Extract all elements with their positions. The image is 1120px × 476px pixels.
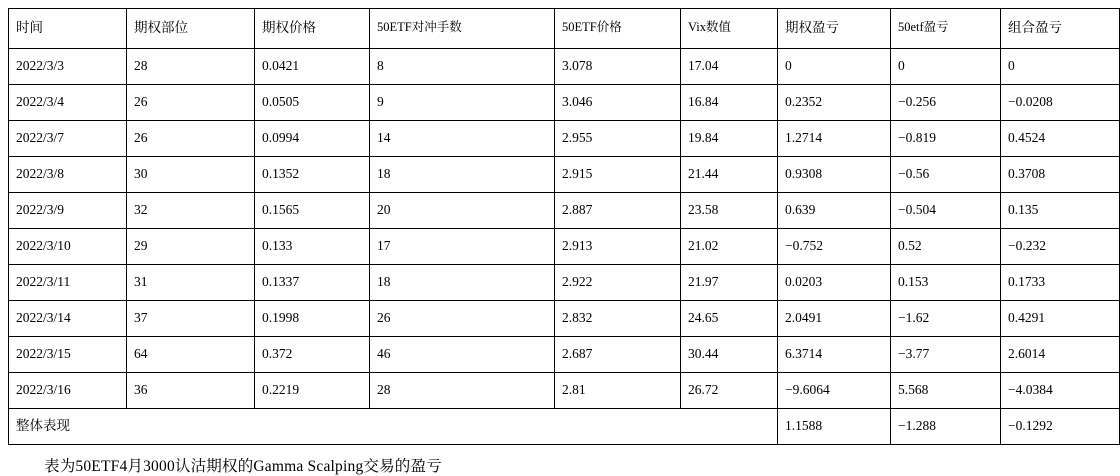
column-header-etf-pnl: 50etf盈亏: [891, 9, 1001, 49]
cell-etf-hedge-lots: 26: [370, 301, 555, 337]
column-header-time: 时间: [9, 9, 127, 49]
cell-option-price: 0.2219: [255, 373, 370, 409]
column-header-option-pnl: 期权盈亏: [778, 9, 891, 49]
cell-option-position: 37: [127, 301, 255, 337]
cell-option-position: 30: [127, 157, 255, 193]
cell-option-price: 0.1337: [255, 265, 370, 301]
cell-option-position: 26: [127, 85, 255, 121]
cell-etf-hedge-lots: 8: [370, 49, 555, 85]
cell-option-position: 32: [127, 193, 255, 229]
gamma-scalping-table: [8, 8, 1120, 445]
cell-option-position: 29: [127, 229, 255, 265]
cell-total-combo-pnl: −0.1292: [1001, 409, 1120, 445]
cell-option-pnl: 0.2352: [778, 85, 891, 121]
table-caption: 表为50ETF4月3000认沽期权的Gamma Scalping交易的盈亏: [44, 458, 442, 475]
cell-etf-price: 2.913: [555, 229, 681, 265]
table-header-row: [9, 9, 1120, 49]
cell-etf-hedge-lots: 17: [370, 229, 555, 265]
cell-option-position: 31: [127, 265, 255, 301]
cell-total-option-pnl: 1.1588: [778, 409, 891, 445]
cell-etf-hedge-lots: 20: [370, 193, 555, 229]
cell-etf-hedge-lots: 9: [370, 85, 555, 121]
column-header-combo-pnl: 组合盈亏: [1001, 9, 1120, 49]
table-total-row: [9, 409, 1120, 445]
cell-option-price: 0.1565: [255, 193, 370, 229]
cell-option-price: 0.1352: [255, 157, 370, 193]
cell-option-pnl: 0.639: [778, 193, 891, 229]
cell-vix: 23.58: [681, 193, 778, 229]
cell-etf-pnl: 0.52: [891, 229, 1001, 265]
cell-etf-hedge-lots: 46: [370, 337, 555, 373]
cell-option-pnl: 2.0491: [778, 301, 891, 337]
cell-option-price: 0.1998: [255, 301, 370, 337]
cell-date: 2022/3/9: [9, 193, 127, 229]
cell-etf-price: 2.922: [555, 265, 681, 301]
cell-vix: 19.84: [681, 121, 778, 157]
cell-option-price: 0.0421: [255, 49, 370, 85]
cell-etf-hedge-lots: 18: [370, 265, 555, 301]
cell-etf-pnl: 0: [891, 49, 1001, 85]
table-row: [9, 193, 1120, 229]
cell-etf-pnl: 5.568: [891, 373, 1001, 409]
cell-option-position: 26: [127, 121, 255, 157]
cell-vix: 16.84: [681, 85, 778, 121]
cell-etf-price: 2.832: [555, 301, 681, 337]
cell-date: 2022/3/7: [9, 121, 127, 157]
cell-option-position: 28: [127, 49, 255, 85]
cell-combo-pnl: −4.0384: [1001, 373, 1120, 409]
cell-combo-pnl: 0.4291: [1001, 301, 1120, 337]
cell-date: 2022/3/15: [9, 337, 127, 373]
column-header-option-position: 期权部位: [127, 9, 255, 49]
cell-date: 2022/3/14: [9, 301, 127, 337]
column-header-etf-hedge-lots: 50ETF对冲手数: [370, 9, 555, 49]
cell-etf-hedge-lots: 18: [370, 157, 555, 193]
cell-combo-pnl: −0.232: [1001, 229, 1120, 265]
cell-combo-pnl: 0.135: [1001, 193, 1120, 229]
column-header-etf-price: 50ETF价格: [555, 9, 681, 49]
cell-option-price: 0.372: [255, 337, 370, 373]
cell-etf-price: 2.687: [555, 337, 681, 373]
cell-date: 2022/3/10: [9, 229, 127, 265]
table-row: [9, 121, 1120, 157]
column-header-option-price: 期权价格: [255, 9, 370, 49]
column-header-vix: Vix数值: [681, 9, 778, 49]
cell-total-etf-pnl: −1.288: [891, 409, 1001, 445]
cell-date: 2022/3/4: [9, 85, 127, 121]
table-body: [9, 49, 1120, 445]
cell-etf-pnl: −0.504: [891, 193, 1001, 229]
cell-vix: 24.65: [681, 301, 778, 337]
table-row: [9, 85, 1120, 121]
cell-vix: 21.44: [681, 157, 778, 193]
cell-combo-pnl: 0: [1001, 49, 1120, 85]
table-row: [9, 301, 1120, 337]
table-row: [9, 265, 1120, 301]
cell-combo-pnl: 0.3708: [1001, 157, 1120, 193]
cell-date: 2022/3/11: [9, 265, 127, 301]
cell-total-label: 整体表现: [9, 409, 778, 445]
cell-etf-price: 2.81: [555, 373, 681, 409]
cell-etf-pnl: −0.819: [891, 121, 1001, 157]
cell-date: 2022/3/3: [9, 49, 127, 85]
cell-option-price: 0.0994: [255, 121, 370, 157]
table-row: [9, 373, 1120, 409]
cell-etf-price: 2.887: [555, 193, 681, 229]
cell-vix: 21.02: [681, 229, 778, 265]
cell-etf-pnl: −0.256: [891, 85, 1001, 121]
cell-option-pnl: −9.6064: [778, 373, 891, 409]
cell-vix: 26.72: [681, 373, 778, 409]
table-row: [9, 229, 1120, 265]
table-row: [9, 157, 1120, 193]
cell-option-pnl: 0.0203: [778, 265, 891, 301]
cell-etf-pnl: 0.153: [891, 265, 1001, 301]
cell-etf-hedge-lots: 28: [370, 373, 555, 409]
cell-vix: 30.44: [681, 337, 778, 373]
cell-etf-pnl: −3.77: [891, 337, 1001, 373]
cell-option-price: 0.0505: [255, 85, 370, 121]
cell-etf-price: 3.078: [555, 49, 681, 85]
cell-etf-price: 2.915: [555, 157, 681, 193]
cell-option-price: 0.133: [255, 229, 370, 265]
cell-combo-pnl: 0.1733: [1001, 265, 1120, 301]
cell-option-pnl: 1.2714: [778, 121, 891, 157]
cell-option-pnl: 0: [778, 49, 891, 85]
table-header: [9, 9, 1120, 49]
cell-combo-pnl: 0.4524: [1001, 121, 1120, 157]
cell-option-position: 64: [127, 337, 255, 373]
cell-etf-pnl: −0.56: [891, 157, 1001, 193]
table-row: [9, 49, 1120, 85]
cell-option-pnl: 6.3714: [778, 337, 891, 373]
cell-etf-hedge-lots: 14: [370, 121, 555, 157]
cell-date: 2022/3/8: [9, 157, 127, 193]
cell-combo-pnl: −0.0208: [1001, 85, 1120, 121]
cell-option-pnl: −0.752: [778, 229, 891, 265]
cell-etf-price: 3.046: [555, 85, 681, 121]
cell-etf-pnl: −1.62: [891, 301, 1001, 337]
cell-combo-pnl: 2.6014: [1001, 337, 1120, 373]
cell-option-pnl: 0.9308: [778, 157, 891, 193]
cell-vix: 17.04: [681, 49, 778, 85]
cell-option-position: 36: [127, 373, 255, 409]
cell-etf-price: 2.955: [555, 121, 681, 157]
cell-vix: 21.97: [681, 265, 778, 301]
cell-date: 2022/3/16: [9, 373, 127, 409]
table-row: [9, 337, 1120, 373]
